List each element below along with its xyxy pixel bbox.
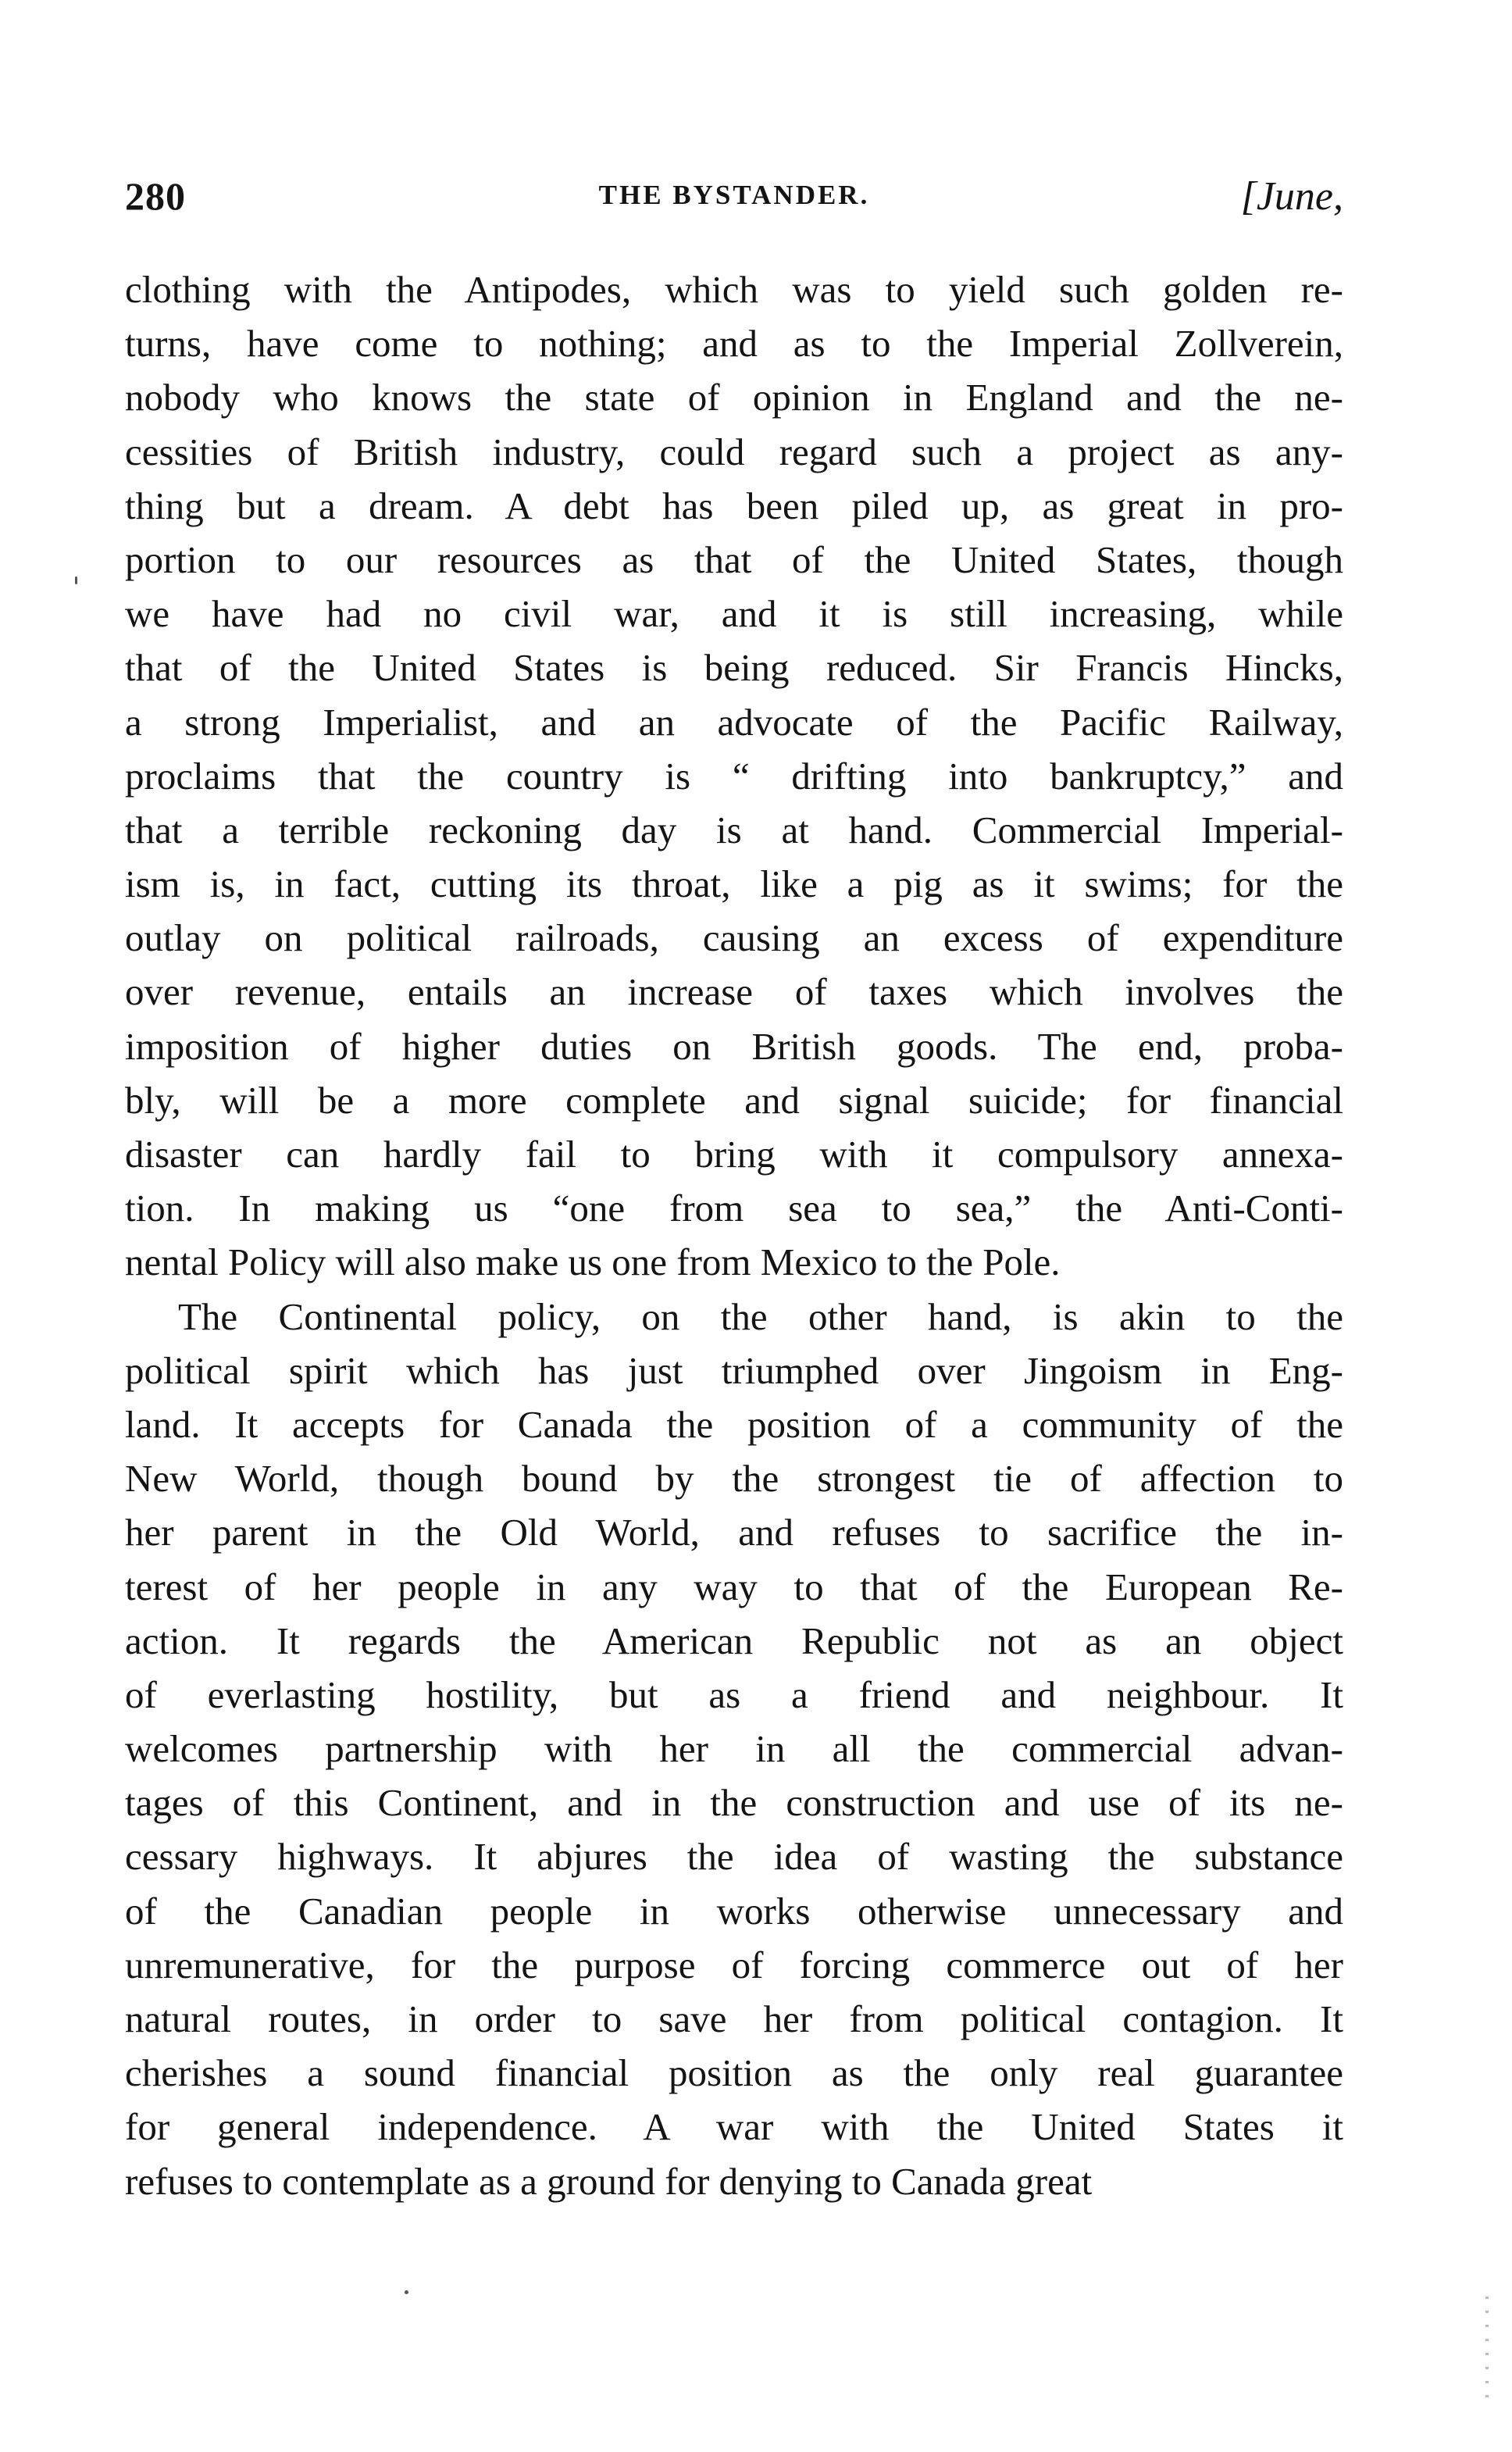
text-line: nobody who knows the state of opinion in England and the ne- bbox=[125, 376, 1343, 419]
text-line: welcomes partnership with her in all the commercial advan- bbox=[125, 1727, 1343, 1771]
text-line: tion. In making us “one from sea to sea,” the Anti-Conti- bbox=[125, 1187, 1343, 1230]
text-line: terest of her people in any way to that of the European Re- bbox=[125, 1565, 1343, 1608]
text-line: a strong Imperialist, and an advocate of the Pacific Railway, bbox=[125, 700, 1343, 744]
text-line: turns, have come to nothing; and as to the Imperial Zollverein, bbox=[125, 322, 1343, 366]
paragraph bbox=[125, 262, 1343, 1290]
paragraph bbox=[125, 1290, 1343, 2208]
text-line: tages of this Continent, and in the construction and use of its ne- bbox=[125, 1781, 1343, 1825]
text-line: cessary highways. It abjures the idea of wasting the substance bbox=[125, 1835, 1343, 1879]
text-line: bly, will be a more complete and signal suicide; for financial bbox=[125, 1078, 1343, 1122]
text-line: nental Policy will also make us one from Mexico to the Pole. bbox=[125, 1240, 1061, 1284]
text-line: of everlasting hostility, but as a friend and neighbour. It bbox=[125, 1672, 1343, 1716]
text-line: action. It regards the American Republic not as an object bbox=[125, 1619, 1343, 1662]
text-line: we have had no civil war, and it is still increasing, while bbox=[125, 592, 1343, 636]
text-line: New World, though bound by the strongest tie of affection to bbox=[125, 1457, 1343, 1501]
page-edge-specks bbox=[1485, 2297, 1489, 2406]
stray-ink-mark bbox=[405, 2290, 408, 2294]
text-line: portion to our resources as that of the United States, though bbox=[125, 537, 1343, 581]
text-line: her parent in the Old World, and refuses to sacrifice the in- bbox=[125, 1511, 1343, 1554]
running-head bbox=[125, 173, 1343, 223]
text-line: imposition of higher duties on British goods. The end, proba- bbox=[125, 1024, 1343, 1068]
text-line: cessities of British industry, could regard such a project as any- bbox=[125, 430, 1343, 473]
body-text bbox=[125, 262, 1343, 2208]
text-line: clothing with the Antipodes, which was to yield such golden re- bbox=[125, 268, 1343, 311]
issue-month: [June, bbox=[1240, 174, 1343, 219]
page-number: 280 bbox=[125, 174, 186, 218]
journal-title: THE BYSTANDER. bbox=[598, 180, 870, 210]
text-line: refuses to contemplate as a ground for denying to Canada great bbox=[125, 2159, 1093, 2203]
text-line: The Continental policy, on the other hand, is akin to the bbox=[178, 1294, 1343, 1338]
stray-ink-mark bbox=[75, 576, 77, 584]
text-line: ism is, in fact, cutting its throat, like a pig as it swims; for the bbox=[125, 862, 1343, 906]
text-line: of the Canadian people in works otherwise unnecessary and bbox=[125, 1889, 1343, 1933]
text-line: political spirit which has just triumphed over Jingoism in Eng- bbox=[125, 1348, 1343, 1392]
text-line: natural routes, in order to save her from political contagion. It bbox=[125, 1997, 1343, 2040]
text-line: disaster can hardly fail to bring with it compulsory annexa- bbox=[125, 1133, 1343, 1176]
text-line: over revenue, entails an increase of taxes which involves the bbox=[125, 970, 1343, 1014]
text-line: proclaims that the country is “ drifting into bankruptcy,” and bbox=[125, 754, 1343, 798]
text-line: that a terrible reckoning day is at hand. Commercial Imperial- bbox=[125, 808, 1343, 851]
text-line: unremunerative, for the purpose of forcing commerce out of her bbox=[125, 1943, 1343, 1986]
text-line: that of the United States is being reduced. Sir Francis Hincks, bbox=[125, 646, 1343, 690]
text-line: cherishes a sound financial position as the only real guarantee bbox=[125, 2051, 1343, 2095]
text-line: land. It accepts for Canada the position of a community of the bbox=[125, 1402, 1343, 1446]
text-line: thing but a dream. A debt has been piled up, as great in pro- bbox=[125, 484, 1343, 527]
text-line: for general independence. A war with the United States it bbox=[125, 2105, 1343, 2149]
text-line: outlay on political railroads, causing an excess of expenditure bbox=[125, 916, 1343, 960]
